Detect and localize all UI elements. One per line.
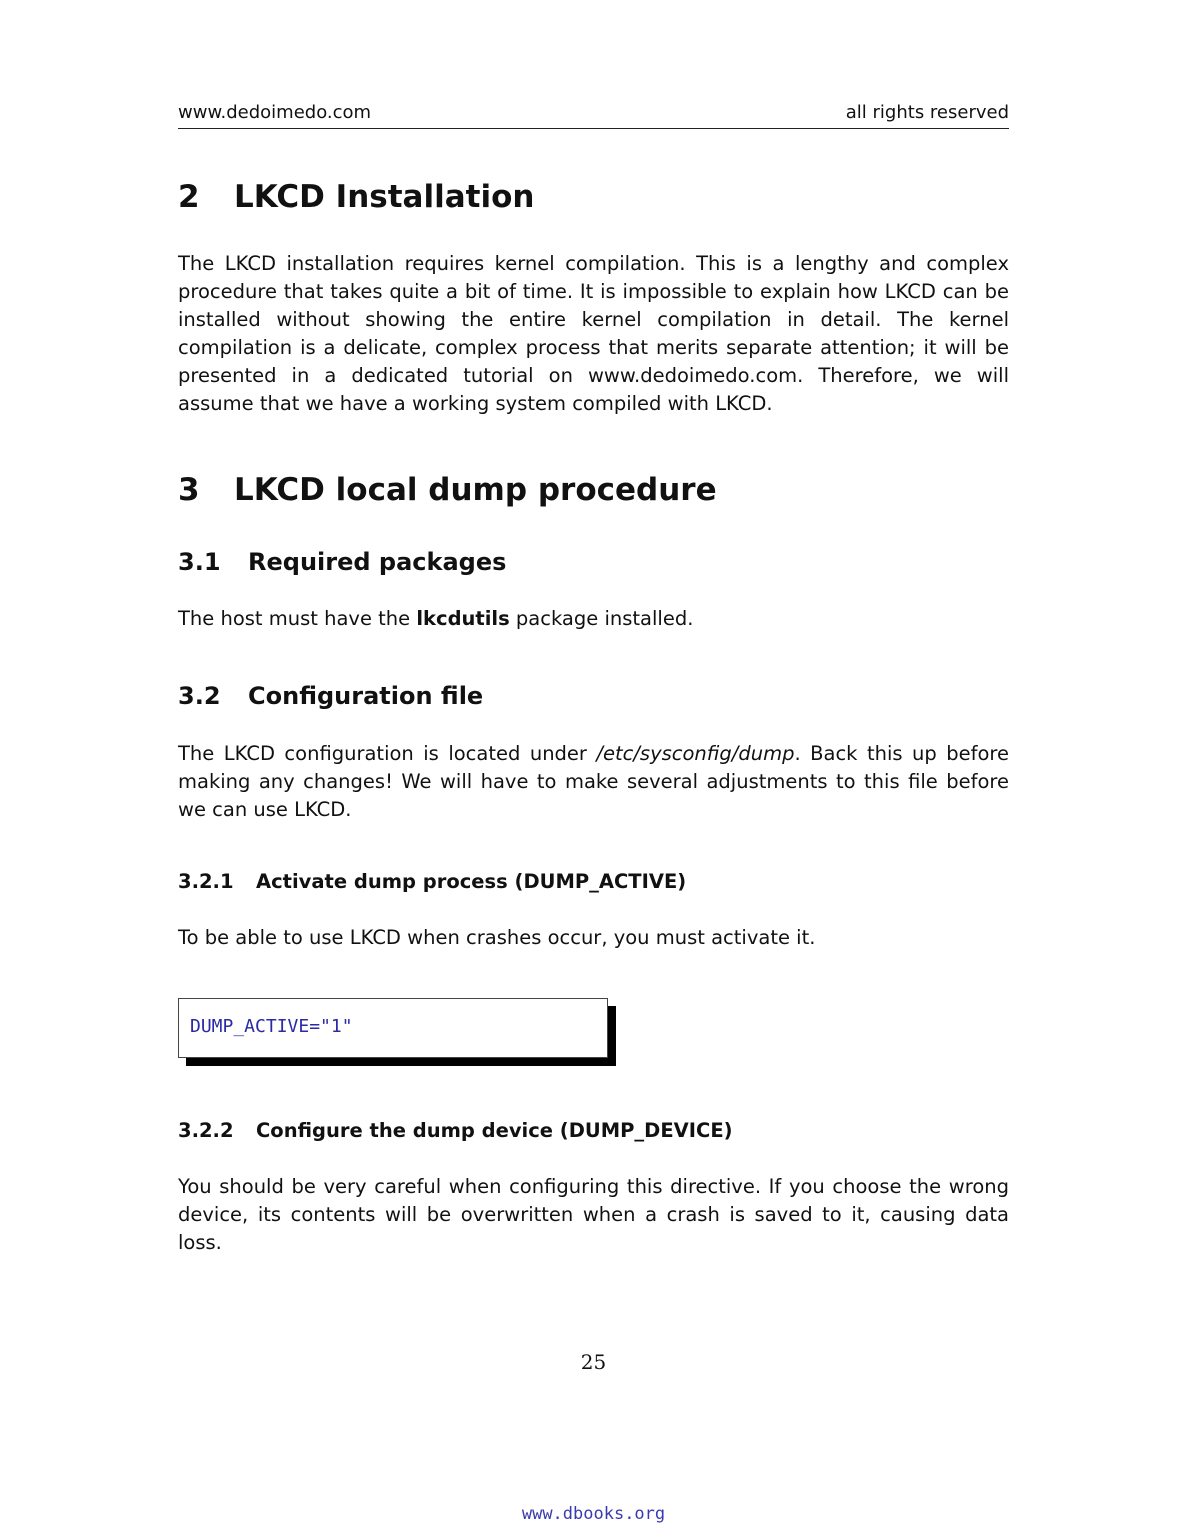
paragraph: You should be very careful when configuring this directive. If you choose the wrong device, its contents will be overwritten when a crash is saved to it, causing data loss.: [178, 1175, 1009, 1254]
paragraph: [178, 740, 1009, 824]
section-3-heading: [178, 471, 1009, 509]
section-number: 3.2: [178, 682, 221, 710]
code-line: DUMP_ACTIVE="1": [190, 1016, 353, 1037]
section-number: 3.1: [178, 548, 221, 576]
section-title: Required packages: [248, 548, 507, 576]
paragraph: [178, 605, 1009, 633]
section-2-body: [178, 250, 1009, 418]
text-run: The host must have the: [178, 607, 417, 630]
code-box: [178, 998, 608, 1058]
subsubsection-3-2-1-heading: [178, 869, 1009, 895]
subsection-3-2-heading: [178, 681, 1009, 711]
paragraph: To be able to use LKCD when crashes occur, you must activate it.: [178, 926, 816, 949]
text-run: . Back this up before making any changes! We will have to make several adjustments to this file before we can use LKCD.: [178, 742, 1009, 821]
section-title: LKCD Installation: [234, 179, 535, 215]
section-number: 3.2.1: [178, 870, 234, 893]
section-title: LKCD local dump procedure: [234, 472, 717, 508]
page-number: 25: [580, 1350, 607, 1374]
section-title: Activate dump process (DUMP_ACTIVE): [256, 870, 687, 893]
header-site: www.dedoimedo.com: [178, 102, 372, 123]
subsubsection-3-2-1-body: [178, 924, 1009, 952]
section-title: Configure the dump device (DUMP_DEVICE): [256, 1119, 733, 1142]
subsection-3-1-body: [178, 605, 1009, 633]
text-run: The LKCD configuration is located under: [178, 742, 597, 765]
package-name: lkcdutils: [416, 607, 510, 630]
subsubsection-3-2-2-heading: [178, 1118, 1009, 1144]
section-number: 2: [178, 179, 200, 215]
file-path: /etc/sysconfig/dump: [596, 742, 795, 765]
text-run: package installed.: [509, 607, 694, 630]
subsubsection-3-2-2-body: [178, 1173, 1009, 1257]
section-number: 3: [178, 472, 200, 508]
section-title: Configuration file: [248, 682, 484, 710]
section-number: 3.2.2: [178, 1119, 234, 1142]
paragraph: The LKCD installation requires kernel compilation. This is a lengthy and complex procedure that takes quite a bit of time. It is impossible to explain how LKCD can be installed without showing the entire kernel compilation in detail. The kernel compilation is a delicate, complex process that merits separate attention; it will be presented in a dedicated tutorial on www.dedoimedo.com. Therefore, we will assume that we have a working system compiled with LKCD.: [178, 252, 1009, 415]
footer-link[interactable]: www.dbooks.org: [521, 1504, 666, 1524]
subsection-3-1-heading: [178, 547, 1009, 577]
subsection-3-2-body: [178, 740, 1009, 824]
running-header: [178, 102, 1009, 129]
header-rights: all rights reserved: [845, 102, 1009, 123]
section-2-heading: [178, 178, 1009, 216]
